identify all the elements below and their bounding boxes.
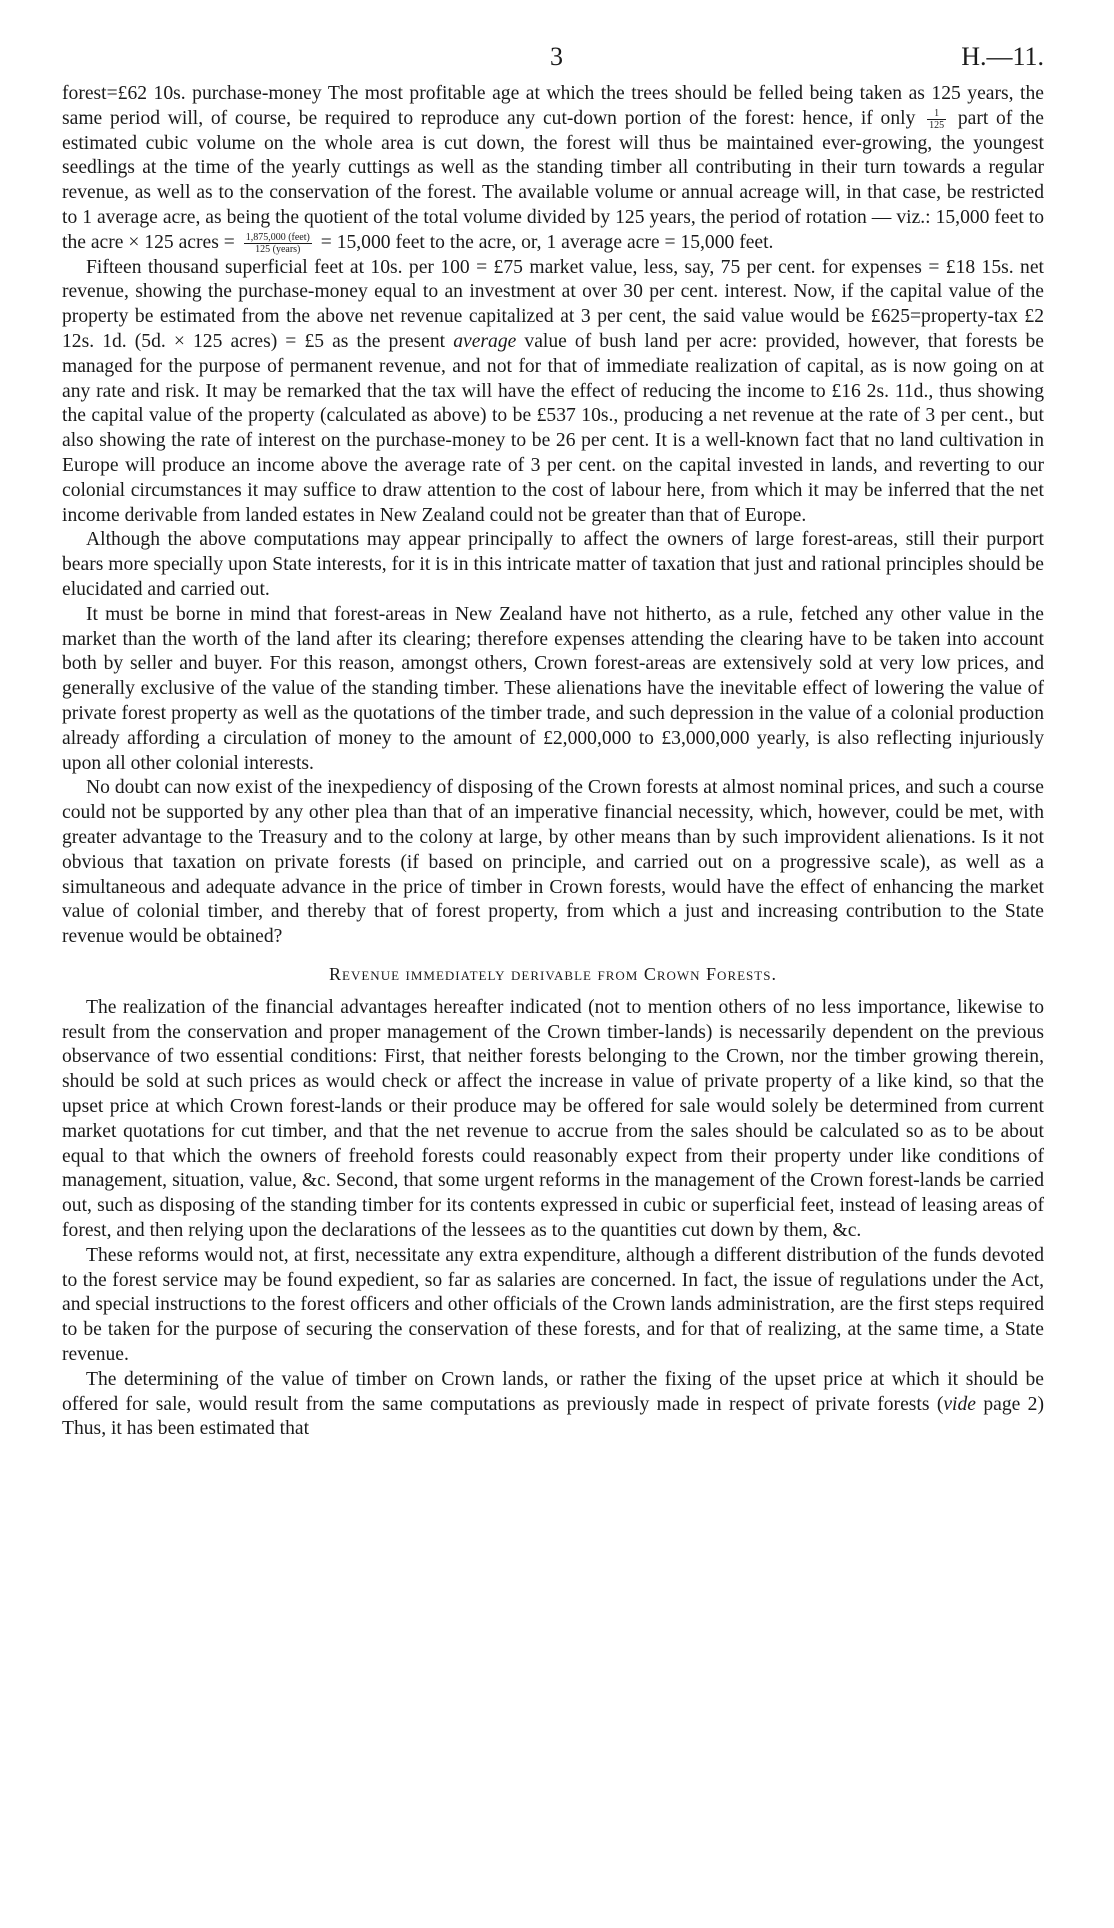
text-run: Fifteen thousand superficial feet at 10s. per 100 = £75 market value, less, say, 75 per cent. for expenses = £18 15s. net revenue, showing the purchase-money equal to an investment at over 30 per cent. interest. Now, if the capital value of the property be estimated from the above net revenue capitalized at 3 per cent, the said value would be £625=property-tax £2 12s. 1d. (5d. × 125 acres) = £5 as the present (62, 256, 1044, 352)
text-run: The determining of the value of timber on Crown lands, or rather the fixing of the upset price at which it should be offered for sale, would result from the same computations as previously made in respect of private forests ( (62, 1368, 1044, 1415)
text-run: = 15,000 feet to the acre, or, 1 average acre = 15,000 feet. (315, 231, 774, 253)
fraction-numerator: 1,875,000 (feet) (245, 231, 310, 243)
paragraph: Although the above computations may appear principally to affect the owners of large forest-areas, still their purport bears more specially upon State interests, for it is in this intricate matter of taxation that just and rational principles should be elucidated and carried out. (62, 529, 1044, 600)
page-header (62, 42, 1044, 82)
document-reference: H.—11. (961, 42, 1044, 71)
paragraph (62, 82, 1044, 256)
text-run: part of the estimated cubic volume on the whole area is cut down, the forest will thus be maintained ever-growing, the youngest seedlings at the time of the yearly cuttings as well as the standing timber all contributing in their turn towards a regular revenue, as well as to the conservation of the forest. The available volume or annual acreage will, in that case, be restricted to 1 average acre, as being the quotient of the total volume divided by 125 years, the period of rotation — viz.: 15,000 feet to the acre × 125 acres = (62, 107, 1044, 253)
italic-word: average (453, 330, 517, 352)
paragraph: No doubt can now exist of the inexpediency of disposing of the Crown forests at almost nominal prices, and such a course could not be supported by any other plea than that of an imperative financial necessity, which, however, could be met, with greater advantage to the Treasury and to the colony at large, by other means than by such improvident alienations. Is it not obvious that taxation on private forests (if based on principle, and carried out on a progressive scale), as well as a simultaneous and adequate advance in the price of timber in Crown forests, would have the effect of enhancing the market value of colonial timber, and thereby that of forest property, from which a just and increasing contribution to the State revenue would be obtained? (62, 777, 1044, 948)
text-run: page 2) Thus, it has been estimated that (62, 1393, 1044, 1440)
fraction (927, 108, 946, 131)
page-number: 3 (550, 42, 563, 71)
italic-word: vide (943, 1393, 976, 1415)
text-run: value of bush land per acre: provided, however, that forests be managed for the purpose of permanent revenue, and not for that of immediate realization of capital, as is now going on at any rate and risk. It may be remarked that the tax will have the effect of reducing the income to £16 2s. 11d., thus showing the capital value of the property (calculated as above) to be £537 10s., producing a net revenue at the rate of 3 per cent., but also showing the rate of interest on the purchase-money to be 26 per cent. It is a well-known fact that no land cultivation in Europe will produce an income above the average rate of 3 per cent. on the capital invested in lands, and reverting to our colonial circumstances it may suffice to draw attention to the cost of labour here, from which it may be inferred that the net income derivable from landed estates in New Zealand could not be greater than that of Europe. (62, 330, 1044, 526)
fraction (244, 232, 312, 255)
paragraph: These reforms would not, at first, necessitate any extra expenditure, although a different distribution of the funds devoted to the forest service may be found expedient, so far as salaries are concerned. In fact, the issue of regulations under the Act, and special instructions to the forest officers and other officials of the Crown lands administration, are the first steps required to be taken for the purpose of securing the conservation of these forests, and for that of realizing, at the same time, a State revenue. (62, 1244, 1044, 1366)
paragraph (62, 1368, 1044, 1442)
text-run: forest=£62 10s. purchase-money The most profitable age at which the trees should be felled being taken as 125 years, the same period will, of course, be required to reproduce any cut-down portion of the forest: hence, if only (62, 83, 1044, 129)
fraction-denominator: 125 (years) (255, 243, 301, 255)
body-text (62, 82, 1044, 1442)
section-heading: Revenue immediately derivable from Crown Forests. (329, 963, 777, 984)
paragraph: The realization of the financial advantages hereafter indicated (not to mention others of no less importance, likewise to result from the conservation and proper management of the Crown timber-lands) is necessarily dependent on the previous observance of two essential conditions: First, that neither forests belonging to the Crown, nor the timber growing therein, should be sold at such prices as would check or affect the increase in value of private property of a like kind, so that the upset price at which Crown forest-lands or their produce may be offered for sale would solely be determined from current market quotations for cut timber, and that the net revenue to accrue from the sales should be calculated so as to be about equal to that which the owners of freehold forests could reasonably expect from their property under like conditions of management, situation, value, &c. Second, that some urgent reforms in the management of the Crown forest-lands be carried out, such as disposing of the standing timber for its contents expressed in cubic or superficial feet, instead of leasing areas of forest, and then relying upon the declarations of the lessees as to the quantities cut down by them, &c. (62, 996, 1044, 1242)
paragraph (62, 256, 1044, 529)
fraction-numerator: 1 (927, 108, 946, 120)
fraction-denominator: 125 (929, 119, 945, 131)
paragraph: It must be borne in mind that forest-areas in New Zealand have not hitherto, as a rule, fetched any other value in the market than the worth of the land after its clearing; therefore expenses attending the clearing have to be taken into account both by seller and buyer. For this reason, amongst others, Crown forest-areas are extensively sold at very low prices, and generally exclusive of the value of the standing timber. These alienations have the inevitable effect of lowering the value of private forest property as well as the quotations of the timber trade, and such depression in the value of a colonial production already affording a circulation of money to the amount of £2,000,000 to £3,000,000 yearly, is also reflecting injuriously upon all other colonial interests. (62, 603, 1044, 774)
